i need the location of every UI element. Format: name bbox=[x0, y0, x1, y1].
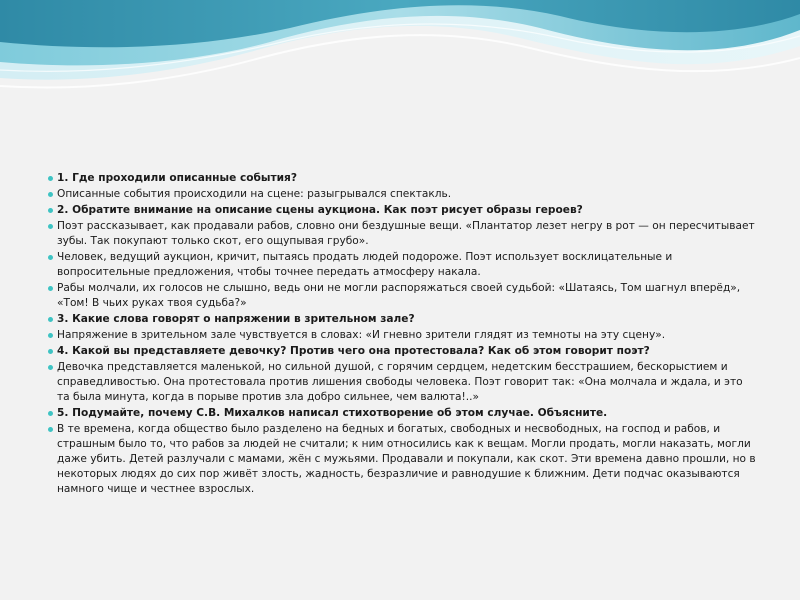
bullet-icon bbox=[48, 365, 53, 370]
question-text: 4. Какой вы представляете девочку? Против чего она протестовала? Как об этом говорит поэт? bbox=[57, 345, 650, 357]
answer-item bbox=[48, 219, 758, 249]
answer-text: Рабы молчали, их голосов не слышно, ведь они не могли распоряжаться своей судьбой: «Шатаясь, Том шагнул вперёд», «Том! В чьих руках твоя судьба?» bbox=[57, 282, 741, 309]
answer-item bbox=[48, 360, 758, 405]
question-text: 2. Обратите внимание на описание сцены аукциона. Как поэт рисует образы героев? bbox=[57, 204, 583, 216]
question-item bbox=[48, 406, 758, 421]
answer-text: Человек, ведущий аукцион, кричит, пытаясь продать людей подороже. Поэт использует восклицательные и вопросительные предложения, чтобы точнее передать атмосферу накала. bbox=[57, 251, 673, 278]
question-item bbox=[48, 171, 758, 186]
answer-text: Девочка представляется маленькой, но сильной душой, с горячим сердцем, недетским бесстрашием, бескорыстием и справедливостью. Она протестовала против лишения свободы человека. Поэт говорит так: «Она молчала и ждала, и это та была минута, когда в порыве против зла добро сильнее, чем валюта!..» bbox=[57, 361, 743, 403]
bullet-icon bbox=[48, 317, 53, 322]
question-item bbox=[48, 312, 758, 327]
answer-text: Описанные события происходили на сцене: разыгрывался спектакль. bbox=[57, 188, 452, 200]
bullet-icon bbox=[48, 224, 53, 229]
question-text: 3. Какие слова говорят о напряжении в зрительном зале? bbox=[57, 313, 415, 325]
answer-item bbox=[48, 328, 758, 343]
question-text: 1. Где проходили описанные события? bbox=[57, 172, 297, 184]
wave-header-decoration bbox=[0, 0, 800, 110]
qa-list bbox=[48, 171, 758, 498]
answer-item bbox=[48, 422, 758, 497]
answer-item bbox=[48, 187, 758, 202]
answer-item bbox=[48, 250, 758, 280]
bullet-icon bbox=[48, 286, 53, 291]
bullet-icon bbox=[48, 208, 53, 213]
bullet-icon bbox=[48, 411, 53, 416]
answer-text: Напряжение в зрительном зале чувствуется в словах: «И гневно зрители глядят из темноты на эту сцену». bbox=[57, 329, 666, 341]
question-item bbox=[48, 203, 758, 218]
question-item bbox=[48, 344, 758, 359]
bullet-icon bbox=[48, 255, 53, 260]
bullet-icon bbox=[48, 176, 53, 181]
bullet-icon bbox=[48, 333, 53, 338]
bullet-icon bbox=[48, 192, 53, 197]
answer-item bbox=[48, 281, 758, 311]
answer-text: Поэт рассказывает, как продавали рабов, словно они бездушные вещи. «Плантатор лезет негру в рот — он пересчитывает зубы. Так покупают только скот, его ощупывая грубо». bbox=[57, 220, 755, 247]
question-text: 5. Подумайте, почему С.В. Михалков написал стихотворение об этом случае. Объясните. bbox=[57, 407, 608, 419]
bullet-icon bbox=[48, 427, 53, 432]
bullet-icon bbox=[48, 349, 53, 354]
answer-text: В те времена, когда общество было разделено на бедных и богатых, свободных и несвободных, на господ и рабов, и страшным было то, что рабов за людей не считали; к ним относились как к вещам. Могли продать, могли наказать, могли даже убить. Детей разлучали с мамами, жён с мужьями. Продавали и покупали, как скот. Эти времена давно прошли, но в некоторых людях до сих пор живёт злость, жадность, безразличие и равнодушие к ближним. Дети подчас оказываются намного чище и честнее взрослых. bbox=[57, 423, 756, 495]
